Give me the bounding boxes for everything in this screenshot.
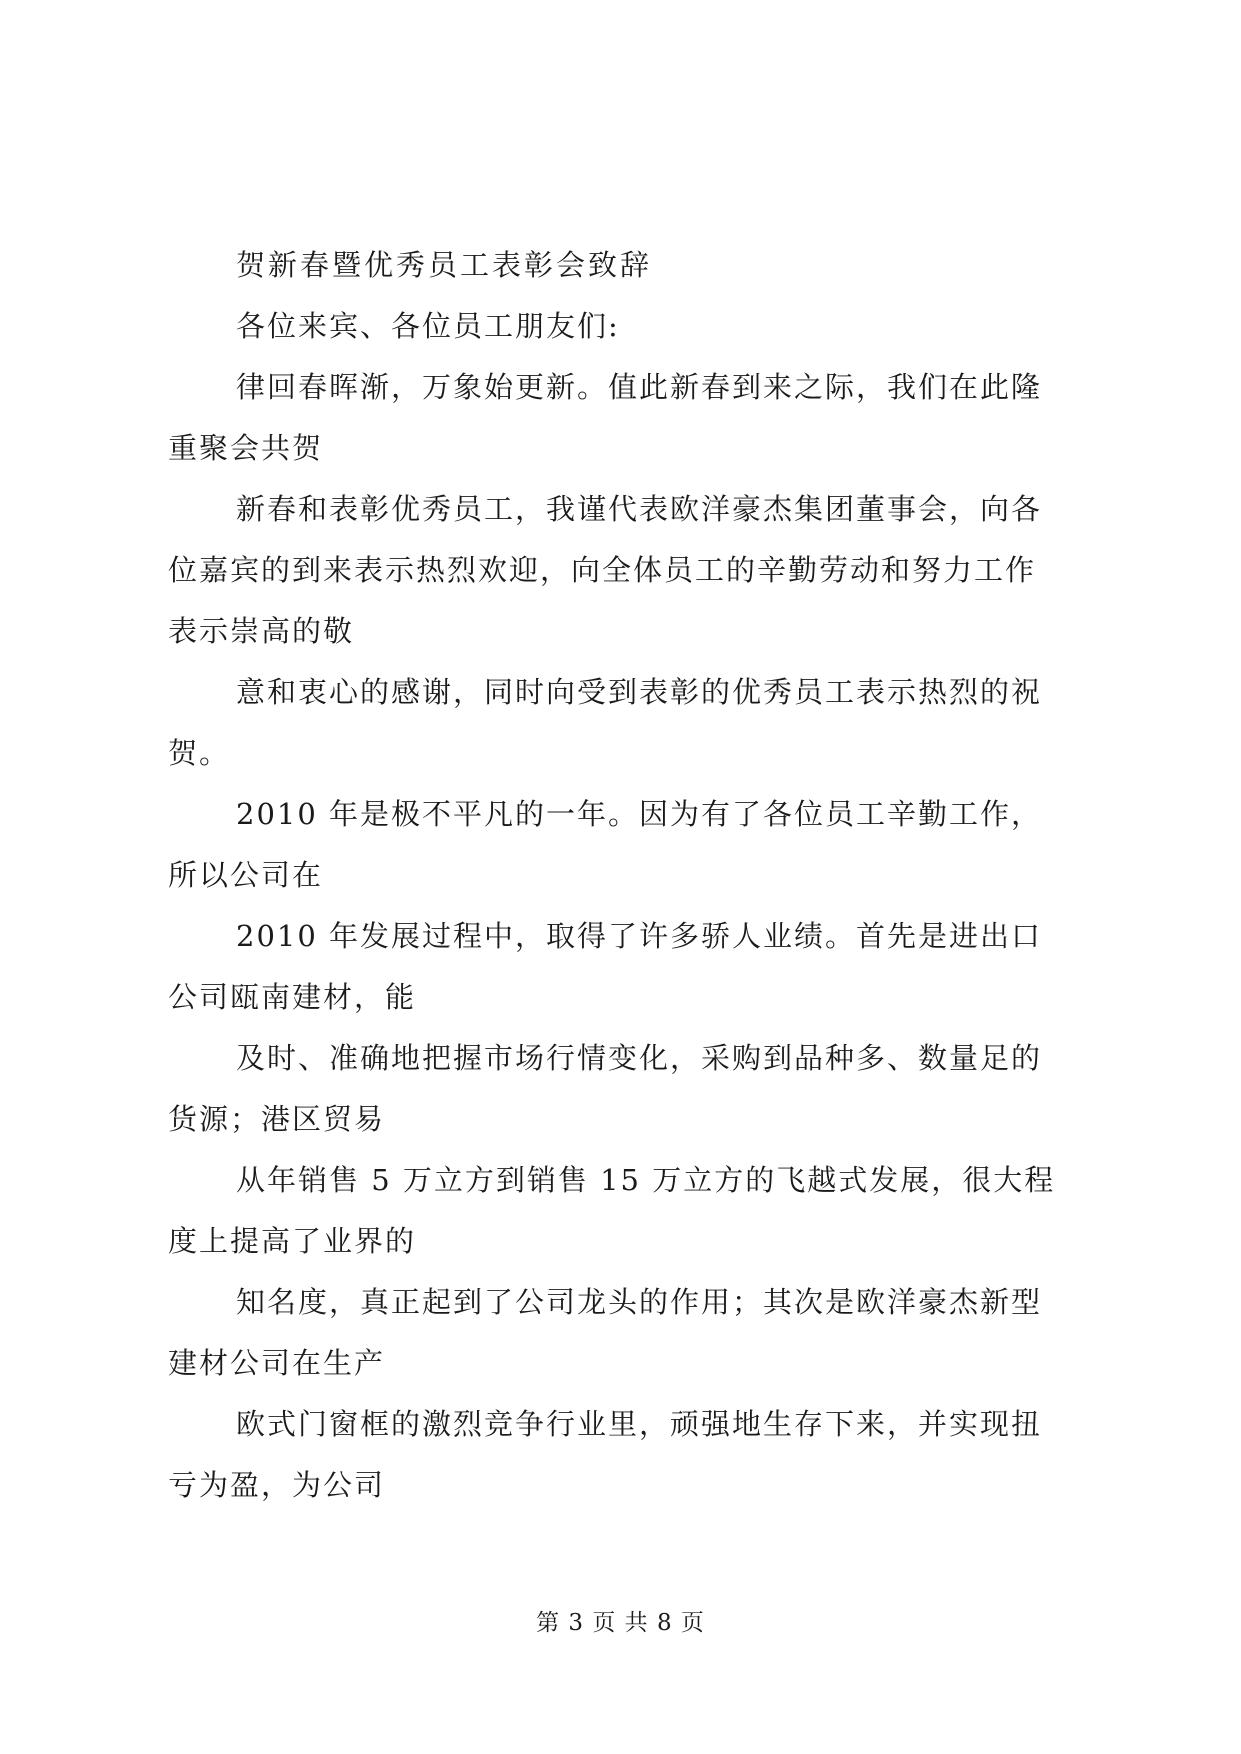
paragraph: 2010 年发展过程中，取得了许多骄人业绩。首先是进出口 公司瓯南建材，能 — [168, 919, 1043, 1014]
document-body — [168, 235, 1083, 1516]
paragraph: 知名度，真正起到了公司龙头的作用；其次是欧洋豪杰新型 建材公司在生产 — [168, 1285, 1043, 1380]
paragraph: 律回春晖渐，万象始更新。值此新春到来之际，我们在此隆 重聚会共贺 — [168, 370, 1043, 465]
paragraph: 2010 年是极不平凡的一年。因为有了各位员工辛勤工作， 所以公司在 — [168, 797, 1043, 892]
paragraph: 新春和表彰优秀员工，我谨代表欧洋豪杰集团董事会，向各 位嘉宾的到来表示热烈欢迎，向全体员工的辛勤劳动和努力工作 表示崇高的敬 — [168, 492, 1043, 648]
paragraph: 及时、准确地把握市场行情变化，采购到品种多、数量足的 货源；港区贸易 — [168, 1041, 1043, 1136]
paragraph: 欧式门窗框的激烈竞争行业里，顽强地生存下来，并实现扭 亏为盈，为公司 — [168, 1407, 1043, 1502]
paragraph: 从年销售 5 万立方到销售 15 万立方的飞越式发展，很大程 度上提高了业界的 — [168, 1163, 1056, 1258]
document-title: 贺新春暨优秀员工表彰会致辞 — [236, 248, 653, 282]
salutation: 各位来宾、各位员工朋友们: — [236, 309, 620, 343]
paragraph: 意和衷心的感谢，同时向受到表彰的优秀员工表示热烈的祝 贺。 — [168, 675, 1043, 770]
page-number-footer: 第 3 页 共 8 页 — [536, 1610, 705, 1636]
